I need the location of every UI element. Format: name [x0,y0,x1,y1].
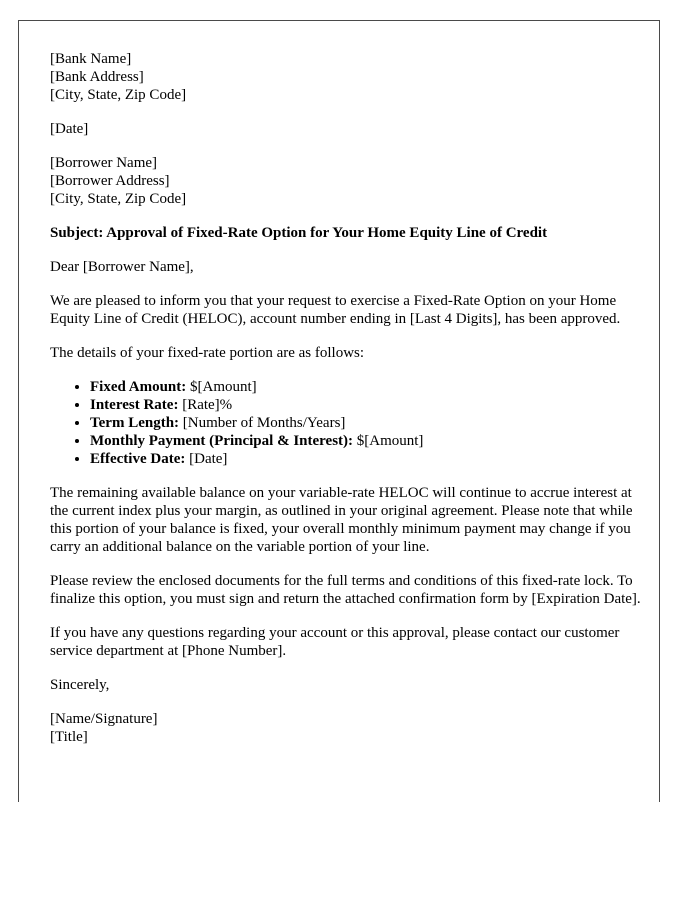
detail-label: Fixed Amount: [90,379,187,395]
letter-page [18,20,660,802]
detail-value: [Date] [185,451,228,467]
detail-label: Effective Date: [90,451,186,467]
detail-value: $[Amount] [186,379,257,395]
intro-paragraph: We are pleased to inform you that your request to exercise a Fixed-Rate Option on your Home Equity Line of Credit (HELOC), account number ending in [Last 4 Digits], has been approved. [50,293,621,327]
details-list [50,378,650,468]
detail-value: [Number of Months/Years] [179,415,346,431]
signature-block [50,710,650,746]
borrower-address: [Borrower Address] [50,173,170,189]
signature-name: [Name/Signature] [50,711,158,727]
detail-label: Monthly Payment (Principal & Interest): [90,433,354,449]
subject-line: Subject: Approval of Fixed-Rate Option for Your Home Equity Line of Credit [50,225,548,241]
details-intro: The details of your fixed-rate portion are as follows: [50,345,365,361]
detail-label: Interest Rate: [90,397,179,413]
detail-term-length [90,414,650,432]
review-paragraph: Please review the enclosed documents for the full terms and conditions of this fixed-rate lock. To finalize this option, you must sign and return the attached confirmation form by [Expiration Date]. [50,573,641,607]
signature-title: [Title] [50,729,88,745]
balance-paragraph: The remaining available balance on your variable-rate HELOC will continue to accrue interest at the current index plus your margin, as outlined in your original agreement. Please note that while this portion of your balance is fixed, your overall monthly minimum payment may change if you carry an additional balance on the variable portion of your line. [50,485,633,555]
contact-paragraph: If you have any questions regarding your account or this approval, please contact our customer service department at [Phone Number]. [50,625,620,659]
detail-fixed-amount [90,378,650,396]
borrower-address-block [50,154,650,208]
bank-address-block [50,50,650,104]
borrower-city-state-zip: [City, State, Zip Code] [50,191,187,207]
detail-monthly-payment [90,432,650,450]
detail-value: [Rate]% [178,397,233,413]
detail-label: Term Length: [90,415,180,431]
salutation: Dear [Borrower Name], [50,259,194,275]
detail-interest-rate [90,396,650,414]
bank-name: [Bank Name] [50,51,132,67]
bank-city-state-zip: [City, State, Zip Code] [50,87,187,103]
closing: Sincerely, [50,677,110,693]
letter-content [50,50,650,762]
bank-address: [Bank Address] [50,69,144,85]
detail-value: $[Amount] [353,433,424,449]
borrower-name: [Borrower Name] [50,155,158,171]
detail-effective-date [90,450,650,468]
letter-date: [Date] [50,121,89,137]
